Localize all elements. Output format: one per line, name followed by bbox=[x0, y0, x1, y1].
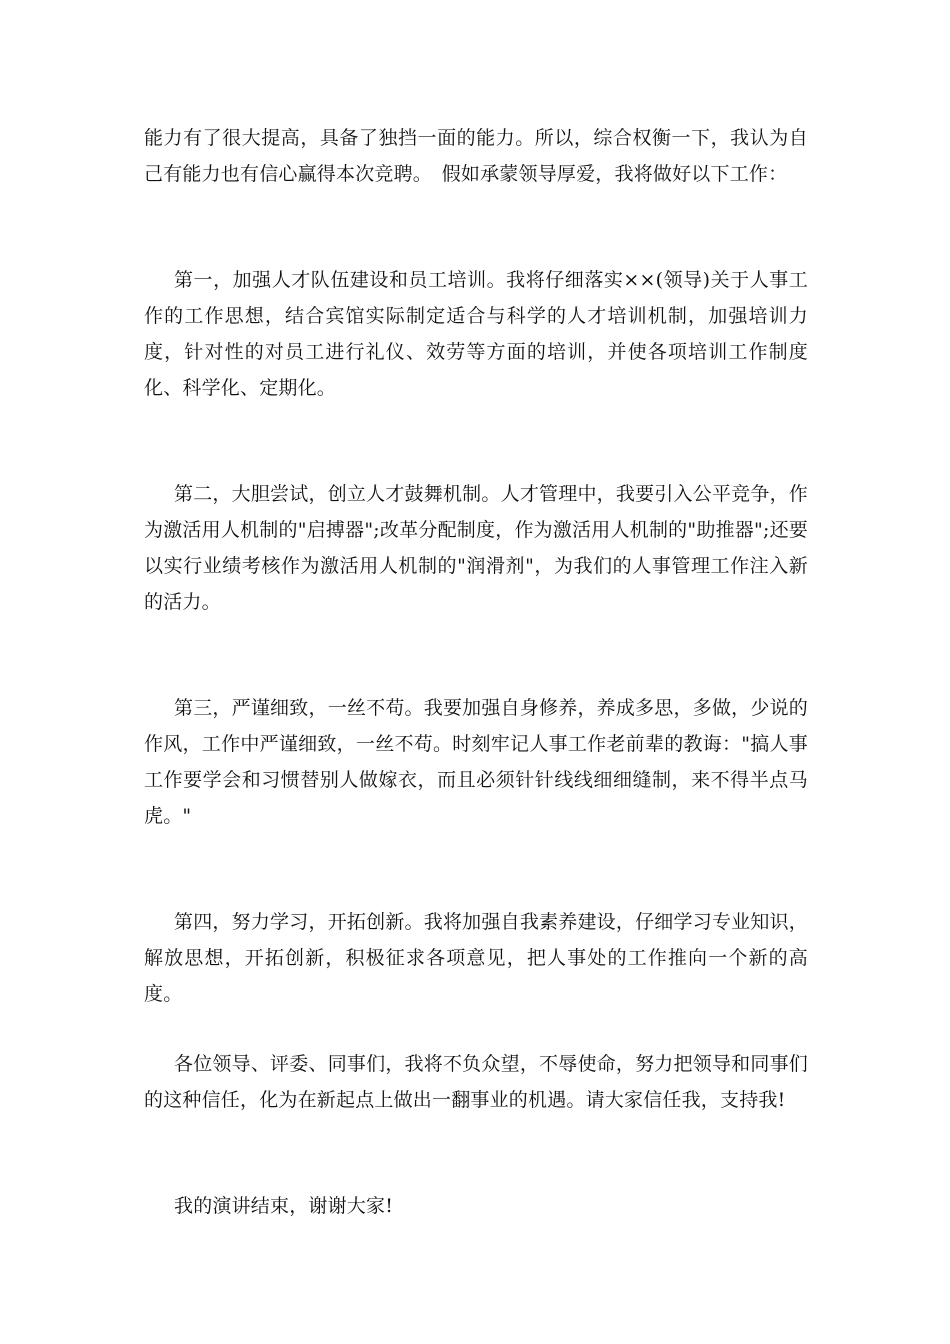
paragraph-ending: 我的演讲结束，谢谢大家! bbox=[174, 1195, 394, 1217]
paragraph-third-point: 第三，严谨细致，一丝不苟。我要加强自身修养，养成多思，多做，少说的作风，工作中严谨细致，一丝不苟。时刻牢记人事工作老前辈的教诲："搞人事工作要学会和习惯替别人做嫁衣，而且必须针针线线细细缝制，来不得半点马虎。" bbox=[144, 697, 808, 827]
paragraph-closing-appeal: 各位领导、评委、同事们，我将不负众望，不辱使命，努力把领导和同事们的这种信任，化为在新起点上做出一翻事业的机遇。请大家信任我，支持我! bbox=[144, 1053, 808, 1111]
paragraph-second-point: 第二，大胆尝试，创立人才鼓舞机制。人才管理中，我要引入公平竞争，作为激活用人机制的"启搏器";改革分配制度，作为激活用人机制的"助推器";还要以实行业绩考核作为激活用人机制的"润滑剂"，为我们的人事管理工作注入新的活力。 bbox=[144, 483, 808, 613]
paragraph-fourth-point: 第四，努力学习，开拓创新。我将加强自我素养建设，仔细学习专业知识，解放思想，开拓创新，积极征求各项意见，把人事处的工作推向一个新的高度。 bbox=[144, 911, 808, 1005]
paragraph-intro-continuation: 能力有了很大提高，具备了独挡一面的能力。所以，综合权衡一下，我认为自己有能力也有信心赢得本次竞聘。 假如承蒙领导厚爱，我将做好以下工作： bbox=[144, 127, 808, 185]
paragraph-first-point: 第一，加强人才队伍建设和员工培训。我将仔细落实××(领导)关于人事工作的工作思想，结合宾馆实际制定适合与科学的人才培训机制，加强培训力度，针对性的对员工进行礼仪、效劳等方面的培训，并使各项培训工作制度化、科学化、定期化。 bbox=[144, 269, 808, 399]
